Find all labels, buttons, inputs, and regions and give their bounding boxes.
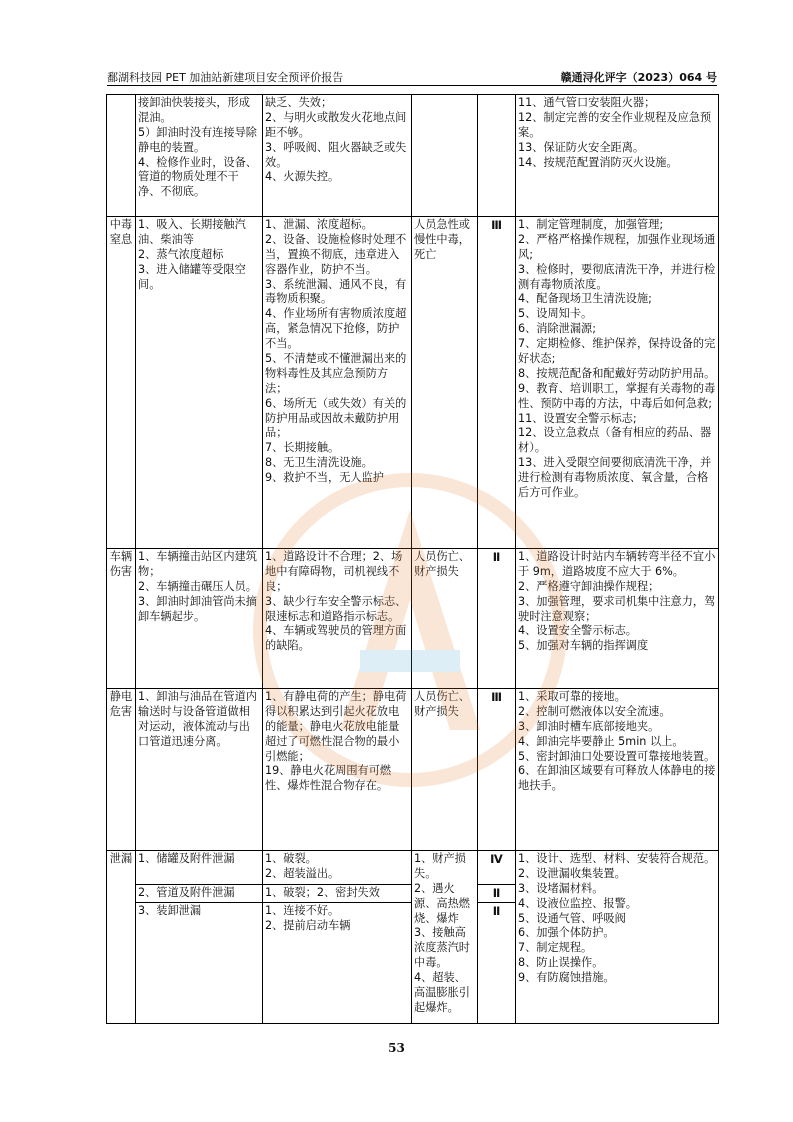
- consequence-line: 2、遇火源、高热燃烧、爆炸 3、接触高浓度蒸汽时中毒。: [414, 881, 470, 970]
- condition-line: 9、救护不当，无人监护: [265, 471, 384, 485]
- condition-line: 1、有静电荷的产生；静电荷得以积累达到引起火花放电的能量；静电火花放电能量超过了可燃性混合物的最小引燃能；: [265, 690, 407, 763]
- condition-line: 3、呼吸阀、阻火器缺乏或失效。: [265, 140, 407, 169]
- trigger-conditions: [263, 885, 412, 903]
- consequence: 人员伤亡、财产损失: [412, 549, 478, 689]
- measure-line: 7、定期检修、维护保养，保持设备的完好状态;: [518, 337, 716, 366]
- hazard-level: Ⅱ: [478, 885, 516, 903]
- condition-line: 4、火源失控。: [265, 170, 340, 184]
- cause-line: 1、卸油与油品在管道内输送时与设备管道做相对运动，液体流动与出口管道迅速分离。: [138, 690, 257, 748]
- leak-cause: 3、装卸泄漏: [136, 903, 263, 1024]
- cause-line: 3、进入储罐等受限空间。: [138, 262, 246, 291]
- measure-line: 12、制定完善的安全作业规程及应急预案。: [518, 110, 712, 139]
- measure-line: 1、采取可靠的接地。: [518, 690, 626, 703]
- measure-line: 4、设液位监控、报警。: [518, 896, 637, 910]
- measure-line: 6、消除泄漏源;: [518, 322, 597, 336]
- measure-line: 8、防止误操作。: [518, 956, 604, 970]
- measure-line: 5、加强对车辆的指挥调度: [518, 639, 649, 653]
- condition-line: 1、道路设计不合理；2、场地中有障碍物，司机视线不良；: [265, 550, 403, 593]
- hazard-level: Ⅲ: [478, 217, 516, 549]
- condition-line: 3、系统泄漏、通风不良，有毒物质积聚。: [265, 277, 407, 306]
- countermeasures: [516, 95, 719, 217]
- trigger-conditions: [263, 217, 412, 549]
- trigger-conditions: [263, 689, 412, 851]
- hazard-causes: [136, 95, 263, 217]
- measure-line: 4、配备现场卫生清洗设施;: [518, 292, 652, 306]
- countermeasures: [516, 851, 719, 1024]
- consequence-line: 1、财产损失。: [414, 852, 466, 880]
- page-number: 53: [388, 1041, 405, 1055]
- hazard-row: [107, 689, 719, 851]
- condition-line: 1、连接不好。: [265, 904, 340, 918]
- cause-line: 2、蒸气浓度超标: [138, 247, 224, 261]
- measure-line: 3、卸油时槽车底部接地夹。: [518, 719, 660, 733]
- measure-line: 2、控制可燃液体以安全流速。: [518, 704, 671, 718]
- hazard-level: [478, 95, 516, 217]
- condition-line: 1、破裂；2、密封失效: [265, 886, 380, 899]
- hazard-row: [107, 217, 719, 549]
- measure-line: 9、教育、培训职工，掌握有关毒物的毒性、预防中毒的方法，中毒后如何急救;: [518, 381, 716, 410]
- measure-line: 5、密封卸油口处要设置可靠接地装置。: [518, 749, 716, 763]
- hazard-causes: [136, 549, 263, 689]
- measure-line: 5、设周知卡。: [518, 307, 593, 321]
- measure-line: 7、制定规程。: [518, 941, 593, 955]
- trigger-conditions: [263, 903, 412, 1024]
- condition-line: 4、作业场所有害物质浓度超高，紧急情况下抢修，防护不当。: [265, 307, 407, 351]
- cause-line: 2、车辆撞击碾压人员。: [138, 579, 257, 593]
- measure-line: 1、设计、选型、材料、安装符合规范。: [518, 852, 716, 865]
- consequence: [412, 95, 478, 217]
- condition-line: 7、长期接触。: [265, 441, 340, 455]
- measure-line: 6、加强个体防护。: [518, 926, 615, 940]
- measure-line: 4、卸油完毕要静止 5min 以上。: [518, 734, 684, 748]
- hazard-causes: [136, 689, 263, 851]
- hazard-analysis-table: [106, 94, 719, 1024]
- hazard-row: [107, 549, 719, 689]
- measure-line: 3、加强管理，要求司机集中注意力，驾驶时注意观察；: [518, 594, 716, 623]
- measure-line: 14、按规范配置消防灭火设施。: [518, 155, 678, 169]
- condition-line: 1、泄漏、浓度超标。: [265, 218, 373, 231]
- cause-line: 3、卸油时卸油管尚未摘卸车辆起步。: [138, 594, 257, 623]
- cause-line: 接卸油快装接头，形成混油。: [138, 96, 250, 124]
- measure-line: 5、设通气管、呼吸阀: [518, 911, 626, 925]
- trigger-conditions: [263, 851, 412, 885]
- condition-line: 2、与明火或散发火花地点间距不够。: [265, 110, 407, 139]
- countermeasures: [516, 549, 719, 689]
- consequence-line: 4、超装、高温膨胀引起爆炸。: [414, 971, 470, 1014]
- measure-line: 12、设立急救点（备有相应的药品、器材）。: [518, 426, 712, 455]
- hazard-category: 中毒窒息: [107, 217, 136, 549]
- leak-cause: 2、管道及附件泄漏: [136, 885, 263, 903]
- consequence: 人员伤亡、财产损失: [412, 689, 478, 851]
- hazard-category: [107, 95, 136, 217]
- countermeasures: [516, 689, 719, 851]
- leak-cause: 1、储罐及附件泄漏: [136, 851, 263, 885]
- hazard-level: Ⅲ: [478, 689, 516, 851]
- hazard-level: Ⅱ: [478, 903, 516, 1024]
- condition-line: 6、场所无（或失效）有关的防护用品或因故未戴防护用品；: [265, 396, 407, 440]
- page-header: [107, 67, 717, 86]
- cause-line: 1、吸入、长期接触汽油、柴油等: [138, 218, 246, 246]
- hazard-row: [107, 95, 719, 217]
- measure-line: 13、进入受限空间要彻底清洗干净，并进行检测有毒物质浓度、氧含量，合格后方可作业。: [518, 456, 712, 500]
- condition-line: 8、无卫生清洗设施。: [265, 456, 373, 470]
- condition-line: 2、超装溢出。: [265, 866, 340, 880]
- measure-line: 11、通气管口安装阻火器；: [518, 96, 656, 109]
- consequence: [412, 851, 478, 1024]
- countermeasures: [516, 217, 719, 549]
- measure-line: 6、在卸油区域要有可释放人体静电的接地扶手。: [518, 764, 716, 793]
- condition-line: 4、车辆或驾驶员的管理方面的缺陷。: [265, 624, 407, 653]
- hazard-category: 泄漏: [107, 851, 136, 1024]
- trigger-conditions: [263, 95, 412, 217]
- condition-line: 19、静电火花周围有可燃性、爆炸性混合物存在。: [265, 764, 392, 793]
- measure-line: 2、严格遵守卸油操作规程；: [518, 579, 660, 593]
- measure-line: 8、按规范配备和配戴好劳动防护用品。: [518, 366, 716, 380]
- condition-line: 1、破裂。: [265, 852, 317, 865]
- measure-line: 2、严格严格操作规程，加强作业现场通风;: [518, 232, 716, 261]
- measure-line: 4、设置安全警示标志。: [518, 624, 637, 638]
- measure-line: 11、设置安全警示标志;: [518, 411, 637, 425]
- measure-line: 9、有防腐蚀措施。: [518, 971, 615, 985]
- condition-line: 2、提前启动车辆: [265, 919, 351, 933]
- hazard-category: 静电危害: [107, 689, 136, 851]
- cause-line: 5）卸油时没有连接导除静电的装置。: [138, 125, 257, 154]
- condition-line: 3、缺少行车安全警示标志、限速标志和道路指示标志。: [265, 594, 407, 623]
- hazard-causes: [136, 217, 263, 549]
- header-report-title: 鄱湖科技园 PET 加油站新建项目安全预评价报告: [107, 71, 344, 84]
- condition-line: 缺乏、失效；: [265, 96, 333, 109]
- leak-row: [107, 851, 719, 885]
- measure-line: 2、设泄漏收集装置。: [518, 866, 626, 880]
- hazard-level: Ⅱ: [478, 549, 516, 689]
- header-report-number: 赣通浔化评字（2023）064 号: [560, 71, 717, 84]
- hazard-level: Ⅳ: [478, 851, 516, 885]
- cause-line: 4、检修作业时，设备、管道的物质处理不干净、不彻底。: [138, 155, 257, 199]
- cause-line: 1、车辆撞击站区内建筑物；: [138, 550, 257, 578]
- measure-line: 13、保证防火安全距离。: [518, 140, 645, 154]
- consequence: 人员急性或慢性中毒，死亡: [412, 217, 478, 549]
- measure-line: 1、道路设计时站内车辆转弯半径不宜小于 9m，道路坡度不应大于 6%。: [518, 550, 716, 578]
- trigger-conditions: [263, 549, 412, 689]
- condition-line: 5、不清楚或不懂泄漏出来的物料毒性及其应急预防方法；: [265, 352, 407, 395]
- condition-line: 2、设备、设施检修时处理不当，置换不彻底，违章进入容器作业，防护不当。: [265, 232, 407, 276]
- measure-line: 3、检修时，要彻底清洗干净，并进行检测有毒物质浓度。: [518, 262, 716, 291]
- measure-line: 3、设堵漏材料。: [518, 881, 604, 895]
- hazard-category: 车辆伤害: [107, 549, 136, 689]
- measure-line: 1、制定管理制度，加强管理;: [518, 218, 664, 231]
